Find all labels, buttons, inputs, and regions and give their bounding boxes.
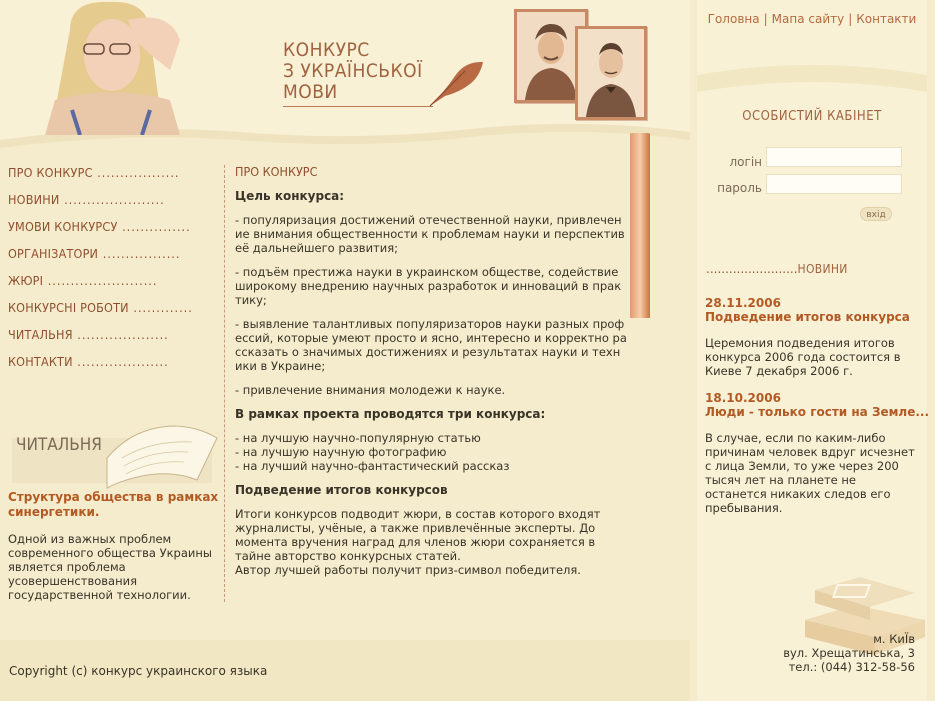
news-title-link[interactable]: Подведение итогов конкурса [705, 310, 910, 324]
goal-item: - подъём престижа науки в украинском обществе, содействие широкому внедрению научных разработок и инноваций в практику; [235, 265, 622, 307]
open-book-illustration [12, 418, 222, 493]
top-links-sep: | [763, 12, 768, 26]
right-column-wave [697, 60, 927, 105]
nav-sitemap-link[interactable]: Мапа сайту [771, 12, 845, 26]
cabinet-title: ОСОБИСТИЙ КАБІНЕТ [742, 109, 882, 124]
menu-item-label: ЧИТАЛЬНЯ [8, 327, 73, 342]
results-text-2: Автор лучшей работы получит приз-символ победителя. [235, 563, 581, 577]
nav-home-link[interactable]: Головна [707, 12, 760, 26]
menu-item-jury[interactable] [8, 273, 218, 300]
main-menu [8, 165, 218, 381]
news-text: В случае, если по каким-либо причинам человек вдруг исчезнет с лица Земли, то уже через 200 тысяч лет на планете не останется никаких следов его пребывания. [705, 431, 915, 515]
contest-item: - на лучший научно-фантастический рассказ [235, 459, 510, 473]
news-item [705, 391, 930, 515]
reading-headline-link[interactable]: Структура общества в рамках синергетики. [8, 490, 219, 519]
menu-item-dots: ........................ [43, 273, 158, 288]
copyright: Copyright (c) конкурс украинского языка [9, 664, 268, 678]
menu-item-about[interactable] [8, 165, 218, 192]
top-links-sep: | [848, 12, 853, 26]
results-heading: Подведение итогов конкурсов [235, 483, 448, 497]
address-phone: тел.: (044) 312-58-56 [788, 660, 915, 674]
top-links [697, 12, 927, 26]
menu-item-label: УМОВИ КОНКУРСУ [8, 219, 118, 234]
menu-item-dots: .................... [72, 327, 169, 342]
menu-item-contacts[interactable] [8, 354, 218, 381]
goal-item: - выявление талантливых популяризаторов науки разных профессий, которые умеют просто и ясно, интересно и корректно рассказать о значимых достижениях и результатах науки и техники в Украине; [235, 317, 627, 373]
nav-contacts-link[interactable]: Контакти [856, 12, 917, 26]
address-block [720, 632, 915, 674]
menu-item-dots: ............... [117, 219, 191, 234]
contest-item: - на лучшую научную фотографию [235, 445, 447, 459]
news-heading [706, 262, 918, 276]
menu-item-label: ПРО КОНКУРС [8, 165, 93, 180]
decorative-ribbon [630, 133, 650, 318]
menu-item-label: ОРГАНІЗАТОРИ [8, 246, 99, 261]
menu-item-works[interactable] [8, 300, 218, 327]
password-label: пароль [717, 181, 762, 195]
menu-item-dots: .................... [72, 354, 169, 369]
login-button[interactable]: вхід [860, 207, 892, 221]
goal-heading: Цель конкурса: [235, 189, 345, 203]
news-date: 18.10.2006 [705, 391, 781, 405]
news-text: Церемония подведения итогов конкурса 2006 года состоится в Киеве 7 декабря 2006 г. [705, 336, 901, 378]
news-heading-title[interactable]: НОВИНИ [797, 262, 848, 276]
contest-item: - на лучшую научно-популярную статью [235, 431, 481, 445]
menu-item-conditions[interactable] [8, 219, 218, 246]
password-input[interactable] [766, 174, 902, 194]
menu-item-label: КОНКУРСНІ РОБОТИ [8, 300, 129, 315]
menu-item-dots: ...................... [59, 192, 165, 207]
menu-item-organizers[interactable] [8, 246, 218, 273]
reading-title: ЧИТАЛЬНЯ [16, 435, 102, 455]
title-underline [283, 106, 433, 107]
menu-item-news[interactable] [8, 192, 218, 219]
login-label: логін [729, 155, 762, 169]
menu-item-label: НОВИНИ [8, 192, 60, 207]
contests-heading: В рамках проекта проводятся три конкурса: [235, 407, 546, 421]
menu-item-dots: .................. [92, 165, 180, 180]
news-title-link[interactable]: Люди - только гости на Земле... [705, 405, 930, 419]
woman-photo [10, 0, 200, 135]
quill-icon [425, 56, 485, 111]
menu-item-label: ЖЮРІ [8, 273, 44, 288]
login-input[interactable] [766, 147, 902, 167]
portrait-writer-image [578, 29, 644, 117]
address-city: м. КиЇв [873, 632, 915, 646]
menu-item-dots: ............. [128, 300, 193, 315]
reading-text: Одной из важных проблем современного общества Украины является проблема усовершенствования государственной технологии. [8, 532, 212, 602]
main-content [235, 165, 627, 577]
portrait-writer [575, 26, 647, 120]
goal-item: - популяризация достижений отечественной науки, привлечение внимания общественности к проблемам науки и перспектив её дальнейшего развития; [235, 213, 625, 255]
column-divider [224, 165, 225, 602]
results-text: Итоги конкурсов подводит жюри, в состав которого входят журналисты, учёные, а также привлечённые эксперты. До момента вручения наград для членов жюри сохраняется в тайне авторство конкурсных статей. [235, 507, 601, 563]
news-item [705, 296, 920, 378]
address-street: вул. Хрещатинська, 3 [783, 646, 915, 660]
news-heading-dots: ........................ [706, 262, 798, 276]
site-title-line-1: КОНКУРС [283, 39, 370, 61]
page-title: ПРО КОНКУРС [235, 164, 318, 179]
site-title-line-2: З УКРАЇНСЬКОЇ [283, 60, 423, 82]
menu-item-reading[interactable] [8, 327, 218, 354]
menu-item-dots: ................. [98, 246, 181, 261]
site-title-line-3: МОВИ [283, 81, 338, 103]
menu-item-label: КОНТАКТИ [8, 354, 73, 369]
news-date: 28.11.2006 [705, 296, 781, 310]
goal-item: - привлечение внимания молодежи к науке. [235, 383, 506, 397]
